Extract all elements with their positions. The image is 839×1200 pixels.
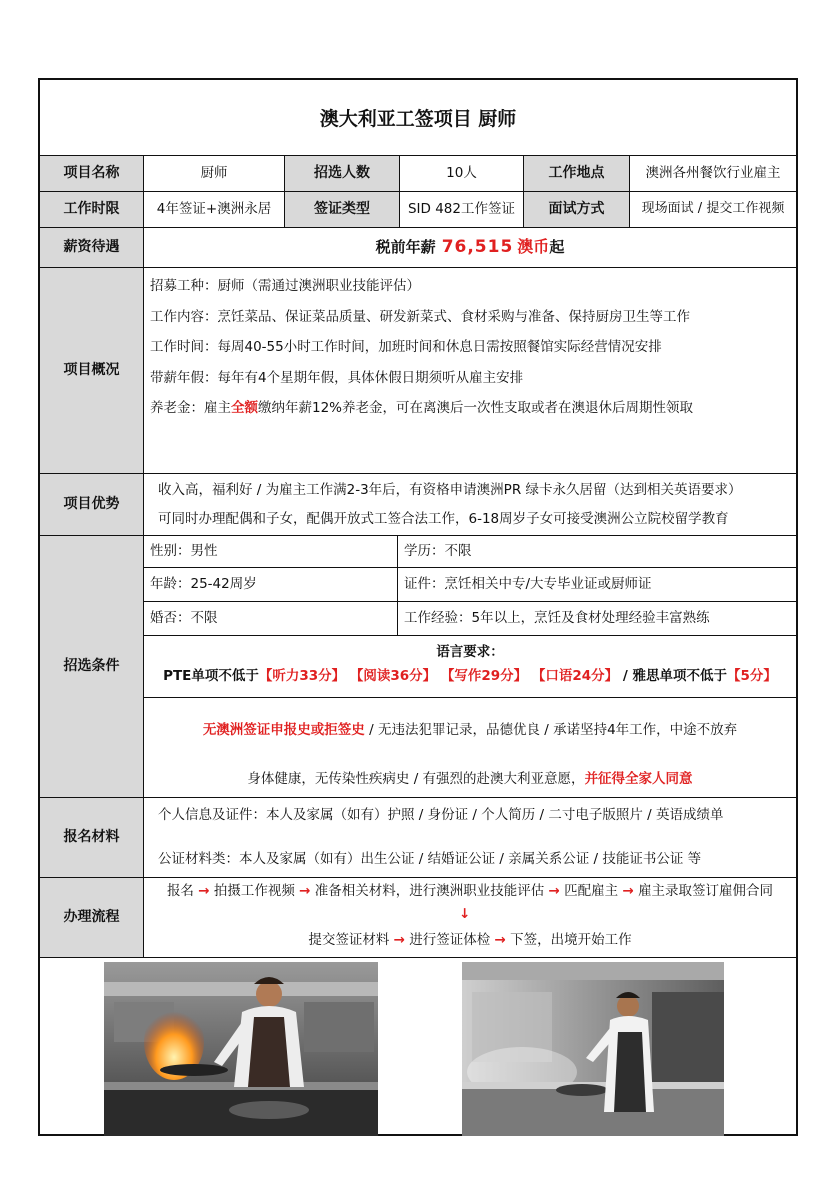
materials-content [144,798,796,878]
health-highlight: 并征得全家人同意 [584,771,693,787]
process-step: 准备相关材料，进行澳洲职业技能评估 [314,883,545,899]
arrow-right-icon: → [393,932,405,948]
gender-field: 性别：男性 [144,536,398,568]
ielts-prefix: / 雅思单项不低于 [618,668,728,684]
record-highlight: 无澳洲签证申报史或拒签史 [202,722,365,738]
overview-line: 招募工种：厨师（需通过澳洲职业技能评估） [150,278,420,294]
certificate-field: 证件：烹饪相关中专/大专毕业证或厨师证 [398,568,796,602]
language-title: 语言要求： [436,644,504,660]
language-requirement [144,636,796,698]
overview-line: 工作时间：每周40-55小时工作时间，加班时间和休息日需按照餐馆实际经营情况安排 [150,339,662,355]
visa-type-value: SID 482工作签证 [400,192,524,228]
job-info-sheet [38,78,798,1136]
experience-field: 工作经验：5年以上，烹饪及食材处理经验丰富熟练 [398,602,796,636]
arrow-right-icon: → [548,883,560,899]
arrow-right-icon: → [299,883,311,899]
work-term-value: 4年签证+澳洲永居 [144,192,285,228]
work-term-label: 工作时限 [40,192,144,228]
chef-cooking-photo [104,962,378,1136]
pte-reading: 【阅读36分】 [349,668,437,684]
pension-suffix: 缴纳年薪12%养老金，可在离澳后一次性支取或者在澳退休后周期性领取 [258,400,694,416]
process-step: 下签，出境开始工作 [510,932,632,948]
salary-currency: 澳币 [517,237,550,257]
salary-label: 薪资待遇 [40,228,144,268]
pension-line [150,399,693,417]
visa-type-label: 签证类型 [285,192,400,228]
salary-suffix: 起 [549,237,565,256]
project-name-value: 厨师 [144,156,285,192]
chef-flame-illustration [104,962,378,1136]
recruit-count-value: 10人 [400,156,524,192]
process-content [144,878,796,958]
health-text: 身体健康，无传染性疾病史 / 有强烈的赴澳大利亚意愿， [247,771,585,787]
pte-speaking: 【口语24分】 [531,668,619,684]
interview-method-value: 现场面试 / 提交工作视频 [630,192,796,228]
page-title: 澳大利亚工签项目 厨师 [40,80,796,156]
overview-line: 带薪年假：每年有4个星期年假，具体休假日期须听从雇主安排 [150,370,524,386]
salary-value [144,228,796,268]
salary-prefix: 税前年薪 [375,237,436,256]
work-location-label: 工作地点 [524,156,630,192]
age-field: 年龄：25-42周岁 [144,568,398,602]
process-step: 提交签证材料 [308,932,390,948]
record-text: / 无违法犯罪记录，品德优良 / 承诺坚持4年工作，中途不放弃 [364,722,738,738]
advantage-line: 收入高，福利好 / 为雇主工作满2-3年后，有资格申请澳洲PR 绿卡永久居留（达到相关英语要求） [158,482,742,498]
process-step: 拍摄工作视频 [213,883,295,899]
overview-line: 工作内容：烹饪菜品、保证菜品质量、研发新菜式、食材采购与准备、保持厨房卫生等工作 [150,309,690,325]
pte-writing: 【写作29分】 [440,668,528,684]
materials-label: 报名材料 [40,798,144,878]
marriage-field: 婚否：不限 [144,602,398,636]
arrow-down-icon: ↓ [459,906,471,922]
materials-line: 个人信息及证件：本人及家属（如有）护照 / 身份证 / 个人简历 / 二寸电子版照片 / 英语成绩单 [158,807,724,823]
process-step: 进行签证体检 [409,932,491,948]
salary-amount: 76,515 [441,237,514,258]
process-step: 匹配雇主 [564,883,619,899]
conditions-label: 招选条件 [40,536,144,798]
materials-line: 公证材料类：本人及家属（如有）出生公证 / 结婚证公证 / 亲属关系公证 / 技能证书公证 等 [158,851,702,867]
ielts-score: 【5分】 [727,668,777,684]
health-requirement [144,771,796,789]
arrow-right-icon: → [622,883,634,899]
education-field: 学历：不限 [398,536,796,568]
overview-content [144,268,796,474]
arrow-right-icon: → [198,883,210,899]
pte-prefix: PTE单项不低于 [163,668,259,684]
process-step: 报名 [166,883,194,899]
recruit-count-label: 招选人数 [285,156,400,192]
record-requirement [144,722,796,740]
arrow-right-icon: → [494,932,506,948]
pte-listening: 【听力33分】 [258,668,346,684]
work-location-value: 澳洲各州餐饮行业雇主 [630,156,796,192]
project-name-label: 项目名称 [40,156,144,192]
advantage-content [144,474,796,536]
overview-label: 项目概况 [40,268,144,474]
advantage-label: 项目优势 [40,474,144,536]
language-scores [144,668,796,686]
process-row-1 [144,883,796,901]
process-row-2 [144,932,796,950]
pension-prefix: 养老金：雇主 [150,400,231,416]
chef-kitchen-photo [462,962,724,1136]
chef-kitchen-illustration [462,962,724,1136]
advantage-line: 可同时办理配偶和子女，配偶开放式工签合法工作，6-18周岁子女可接受澳洲公立院校留学教育 [158,511,729,527]
process-label: 办理流程 [40,878,144,958]
pension-highlight: 全额 [231,400,258,416]
process-step: 雇主录取签订雇佣合同 [638,883,774,899]
interview-method-label: 面试方式 [524,192,630,228]
other-requirements [144,698,796,798]
